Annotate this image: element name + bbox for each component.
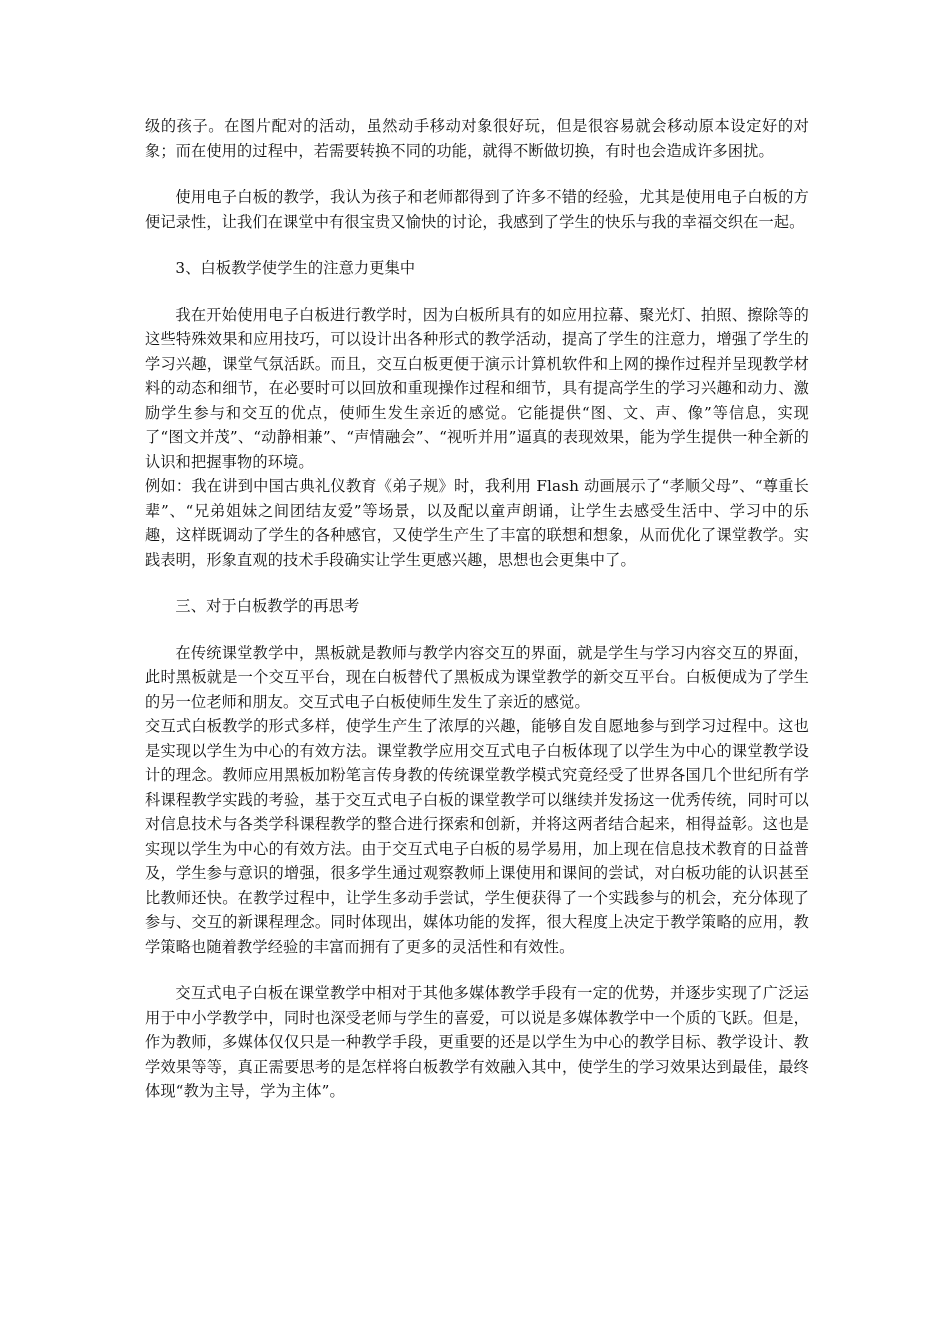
paragraph-interactive-forms: 交互式白板教学的形式多样，使学生产生了浓厚的兴趣，能够自发自愿地参与到学习过程中。这也是实现以学生为中心的有效方法。课堂教学应用交互式电子白板体现了以学生为中心的课堂教学设计的理念。教师应用黑板加粉笔言传身教的传统课堂教学模式究竟经受了世界各国几个世纪所有学科课程教学实践的考验，基于交互式电子白板的课堂教学可以继续并发扬这一优秀传统，同时可以对信息技术与各类学科课程教学的整合进行探索和创新，并将这两者结合起来，相得益彰。这也是实现以学生为中心的有效方法。由于交互式电子白板的易学易用，加上现在信息技术教育的日益普及，学生参与意识的增强，很多学生通过观察教师上课使用和课间的尝试，对白板功能的认识甚至比教师还快。在教学过程中，让学生多动手尝试，学生便获得了一个实践参与的机会，充分体现了参与、交互的新课程理念。同时体现出，媒体功能的发挥，很大程度上决定于教学策略的应用，教学策略也随着教学经验的丰富而拥有了更多的灵活性和有效性。: [145, 717, 809, 956]
section-heading-rethinking: 三、对于白板教学的再思考: [175, 597, 360, 615]
paragraph-traditional-classroom: 在传统课堂教学中，黑板就是教师与教学内容交互的界面，就是学生与学习内容交互的界面，此时黑板就是一个交互平台，现在白板替代了黑板成为课堂教学的新交互平台。白板便成为了学生的另一位老师和朋友。交互式电子白板使师生发生了亲近的感觉。: [145, 643, 809, 711]
paragraph-attention-body: 我在开始使用电子白板进行教学时，因为白板所具有的如应用拉幕、聚光灯、拍照、擦除等的这些特殊效果和应用技巧，可以设计出各种形式的教学活动，提高了学生的注意力，增强了学生的学习兴趣，课堂气氛活跃。而且，交互白板更便于演示计算机软件和上网的操作过程并呈现教学材料的动态和细节，在必要时可以回放和重现操作过程和细节，具有提高学生的学习兴趣和动力、激励学生参与和交互的优点，使师生发生亲近的感觉。它能提供“图、文、声、像”等信息，实现了“图文并茂”、“动静相兼”、“声情融会”、“视听并用”逼真的表现效果，能为学生提供一种全新的认识和把握事物的环境。: [145, 305, 809, 471]
section-heading-attention: 3、白板教学使学生的注意力更集中: [175, 259, 416, 277]
paragraph-example: 例如：我在讲到中国古典礼仪教育《弟子规》时，我利用 Flash 动画展示了“孝顺父母”、“尊重长辈”、“兄弟姐妹之间团结友爱”等场景，以及配以童声朗诵，让学生去感受生活中、学习中的乐趣，这样既调动了学生的各种感官，又使学生产生了丰富的联想和想象，从而优化了课堂教学。实践表明，形象直观的技术手段确实让学生更感兴趣，思想也会更集中了。: [145, 477, 809, 569]
document-page: [145, 114, 809, 1104]
paragraph-conclusion: 交互式电子白板在课堂教学中相对于其他多媒体教学手段有一定的优势，并逐步实现了广泛运用于中小学教学中，同时也深受老师与学生的喜爱，可以说是多媒体教学中一个质的飞跃。但是，作为教师，多媒体仅仅只是一种教学手段，更重要的还是以学生为中心的教学目标、教学设计、教学效果等等，真正需要思考的是怎样将白板教学有效融入其中，使学生的学习效果达到最佳，最终体现“教为主导，学为主体”。: [145, 984, 809, 1100]
paragraph-whiteboard-experience: 使用电子白板的教学，我认为孩子和老师都得到了许多不错的经验，尤其是使用电子白板的方便记录性，让我们在课堂中有很宝贵又愉快的讨论，我感到了学生的快乐与我的幸福交织在一起。: [145, 188, 809, 231]
paragraph-continuation: 级的孩子。在图片配对的活动，虽然动手移动对象很好玩，但是很容易就会移动原本设定好的对象；而在使用的过程中，若需要转换不同的功能，就得不断做切换，有时也会造成许多困扰。: [145, 117, 809, 160]
